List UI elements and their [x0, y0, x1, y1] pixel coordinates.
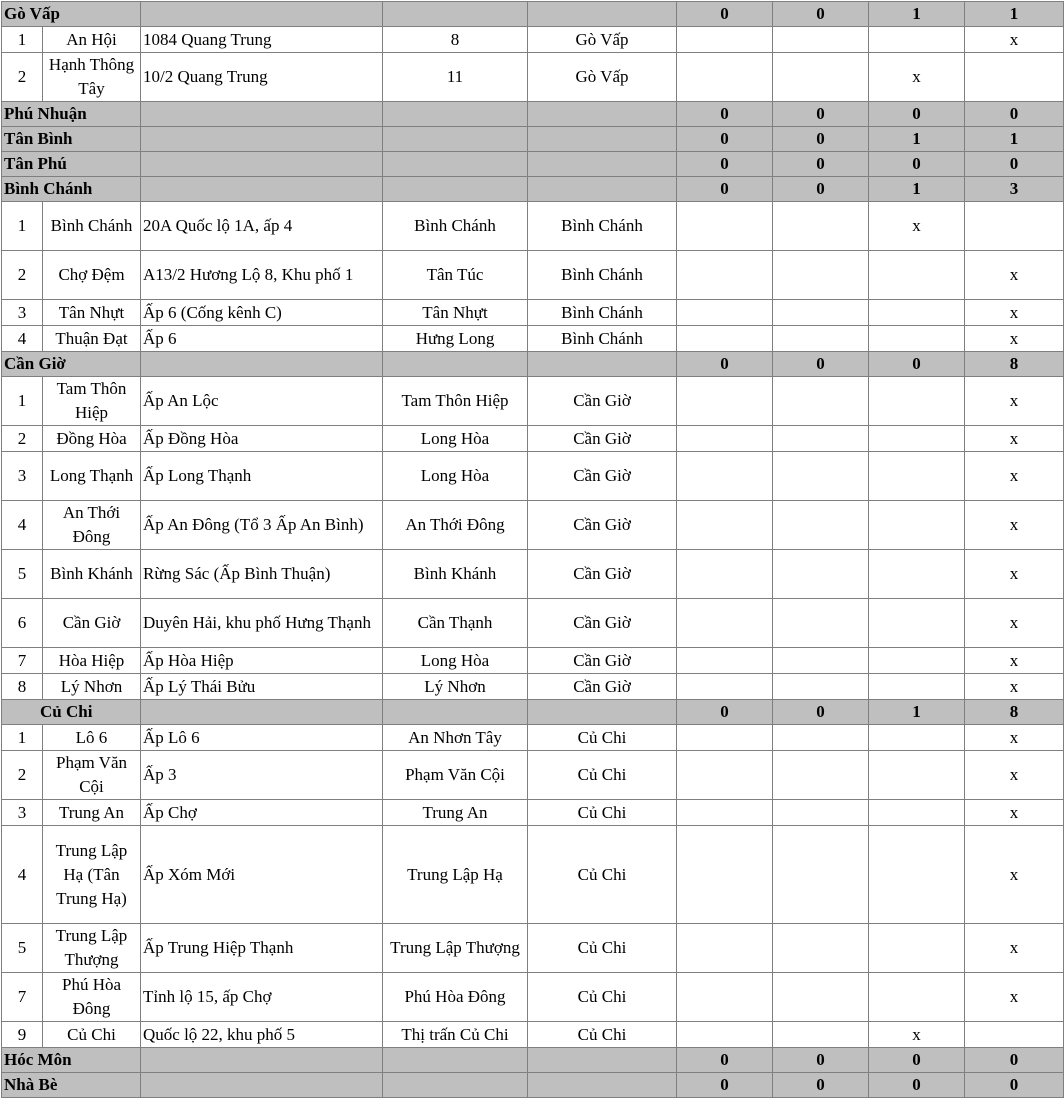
- row-number: 3: [2, 452, 43, 501]
- district-table: [1, 1, 1064, 1098]
- status-mark-cell: [869, 599, 965, 648]
- group-blank-cell: [528, 700, 677, 725]
- group-blank-cell: [528, 102, 677, 127]
- district-cell: Bình Chánh: [528, 326, 677, 352]
- status-mark-cell: [677, 53, 773, 102]
- status-mark-cell: x: [965, 826, 1064, 924]
- table-row: [2, 251, 1064, 300]
- group-count-cell: 1: [869, 700, 965, 725]
- group-count-cell: 0: [677, 102, 773, 127]
- ward-name: Tân Túc: [383, 251, 528, 300]
- row-number: 1: [2, 725, 43, 751]
- status-mark-cell: [773, 725, 869, 751]
- district-group-row: [2, 352, 1064, 377]
- row-number: 6: [2, 599, 43, 648]
- group-blank-cell: [141, 177, 383, 202]
- table-row: [2, 924, 1064, 973]
- status-mark-cell: [869, 751, 965, 800]
- status-mark-cell: [773, 599, 869, 648]
- status-mark-cell: x: [965, 300, 1064, 326]
- group-blank-cell: [383, 352, 528, 377]
- status-mark-cell: [869, 648, 965, 674]
- table-row: [2, 377, 1064, 426]
- district-cell: Gò Vấp: [528, 53, 677, 102]
- site-name: Bình Chánh: [43, 202, 141, 251]
- status-mark-cell: x: [965, 326, 1064, 352]
- site-address: 10/2 Quang Trung: [141, 53, 383, 102]
- site-address: Ấp An Lộc: [141, 377, 383, 426]
- district-group-row: [2, 1073, 1064, 1098]
- status-mark-cell: x: [965, 501, 1064, 550]
- status-mark-cell: x: [965, 973, 1064, 1022]
- status-mark-cell: [869, 251, 965, 300]
- row-number: 3: [2, 800, 43, 826]
- status-mark-cell: [773, 202, 869, 251]
- status-mark-cell: [677, 725, 773, 751]
- group-blank-cell: [383, 1073, 528, 1098]
- table-row: [2, 725, 1064, 751]
- district-cell: Củ Chi: [528, 800, 677, 826]
- ward-name: An Thới Đông: [383, 501, 528, 550]
- group-count-cell: 0: [773, 1048, 869, 1073]
- row-number: 5: [2, 924, 43, 973]
- group-blank-cell: [383, 152, 528, 177]
- district-name: Tân Phú: [2, 152, 141, 177]
- group-count-cell: 0: [773, 152, 869, 177]
- status-mark-cell: [869, 501, 965, 550]
- status-mark-cell: x: [965, 452, 1064, 501]
- row-number: 8: [2, 674, 43, 700]
- site-name: Tam Thôn Hiệp: [43, 377, 141, 426]
- district-cell: Cần Giờ: [528, 674, 677, 700]
- status-mark-cell: x: [965, 648, 1064, 674]
- district-cell: Gò Vấp: [528, 27, 677, 53]
- group-count-cell: 0: [773, 177, 869, 202]
- status-mark-cell: [773, 53, 869, 102]
- table-row: [2, 751, 1064, 800]
- district-group-row: [2, 700, 1064, 725]
- district-name: Nhà Bè: [2, 1073, 141, 1098]
- site-address: Rừng Sác (Ấp Bình Thuận): [141, 550, 383, 599]
- group-count-cell: 0: [677, 152, 773, 177]
- group-blank-cell: [528, 127, 677, 152]
- status-mark-cell: x: [965, 550, 1064, 599]
- district-group-row: [2, 152, 1064, 177]
- group-count-cell: 0: [677, 1073, 773, 1098]
- group-count-cell: 0: [869, 352, 965, 377]
- status-mark-cell: [677, 377, 773, 426]
- status-mark-cell: [677, 202, 773, 251]
- district-cell: Bình Chánh: [528, 300, 677, 326]
- site-address: Tỉnh lộ 15, ấp Chợ: [141, 973, 383, 1022]
- site-name: Củ Chi: [43, 1022, 141, 1048]
- district-group-row: [2, 102, 1064, 127]
- ward-name: Long Hòa: [383, 648, 528, 674]
- group-count-cell: 0: [677, 700, 773, 725]
- ward-name: Tam Thôn Hiệp: [383, 377, 528, 426]
- status-mark-cell: [677, 426, 773, 452]
- group-count-cell: 3: [965, 177, 1064, 202]
- ward-name: Cần Thạnh: [383, 599, 528, 648]
- status-mark-cell: [869, 725, 965, 751]
- ward-name: Trung An: [383, 800, 528, 826]
- site-name: Bình Khánh: [43, 550, 141, 599]
- status-mark-cell: [773, 674, 869, 700]
- row-number: 1: [2, 27, 43, 53]
- district-name: Gò Vấp: [2, 2, 141, 27]
- group-count-cell: 0: [869, 1048, 965, 1073]
- group-count-cell: 0: [677, 2, 773, 27]
- table-row: [2, 973, 1064, 1022]
- status-mark-cell: x: [965, 27, 1064, 53]
- group-blank-cell: [141, 352, 383, 377]
- site-name: Lô 6: [43, 725, 141, 751]
- row-number: 7: [2, 648, 43, 674]
- site-address: Ấp 3: [141, 751, 383, 800]
- ward-name: Tân Nhựt: [383, 300, 528, 326]
- status-mark-cell: [677, 674, 773, 700]
- group-count-cell: 0: [773, 352, 869, 377]
- status-mark-cell: [869, 924, 965, 973]
- table-row: [2, 648, 1064, 674]
- group-count-cell: 0: [773, 700, 869, 725]
- row-number: 2: [2, 751, 43, 800]
- site-name: An Thới Đông: [43, 501, 141, 550]
- ward-name: 11: [383, 53, 528, 102]
- group-count-cell: 0: [677, 127, 773, 152]
- site-name: Trung Lập Hạ (Tân Trung Hạ): [43, 826, 141, 924]
- district-cell: Cần Giờ: [528, 599, 677, 648]
- ward-name: Bình Khánh: [383, 550, 528, 599]
- district-cell: Cần Giờ: [528, 648, 677, 674]
- status-mark-cell: [773, 326, 869, 352]
- group-blank-cell: [141, 127, 383, 152]
- site-address: Ấp Chợ: [141, 800, 383, 826]
- status-mark-cell: x: [965, 924, 1064, 973]
- ward-name: Bình Chánh: [383, 202, 528, 251]
- site-address: Ấp 6 (Cống kênh C): [141, 300, 383, 326]
- table-row: [2, 826, 1064, 924]
- district-name: Tân Bình: [2, 127, 141, 152]
- status-mark-cell: x: [965, 599, 1064, 648]
- status-mark-cell: [677, 550, 773, 599]
- group-blank-cell: [383, 700, 528, 725]
- status-mark-cell: [677, 751, 773, 800]
- status-mark-cell: [773, 924, 869, 973]
- group-count-cell: 1: [869, 127, 965, 152]
- site-name: Tân Nhựt: [43, 300, 141, 326]
- status-mark-cell: [773, 501, 869, 550]
- status-mark-cell: [677, 924, 773, 973]
- site-name: An Hội: [43, 27, 141, 53]
- ward-name: Long Hòa: [383, 426, 528, 452]
- group-blank-cell: [141, 152, 383, 177]
- status-mark-cell: [773, 300, 869, 326]
- row-number: 4: [2, 326, 43, 352]
- status-mark-cell: [869, 550, 965, 599]
- group-blank-cell: [141, 1073, 383, 1098]
- site-name: Trung Lập Thượng: [43, 924, 141, 973]
- group-count-cell: 0: [965, 152, 1064, 177]
- district-group-row: [2, 1048, 1064, 1073]
- table-row: [2, 53, 1064, 102]
- table-row: [2, 1022, 1064, 1048]
- status-mark-cell: [869, 326, 965, 352]
- site-name: Long Thạnh: [43, 452, 141, 501]
- group-blank-cell: [141, 2, 383, 27]
- table-row: [2, 550, 1064, 599]
- site-address: Ấp Long Thạnh: [141, 452, 383, 501]
- status-mark-cell: [677, 501, 773, 550]
- group-blank-cell: [528, 352, 677, 377]
- table-row: [2, 452, 1064, 501]
- status-mark-cell: x: [869, 202, 965, 251]
- district-cell: Củ Chi: [528, 826, 677, 924]
- group-count-cell: 1: [965, 127, 1064, 152]
- district-name: Củ Chi: [2, 700, 141, 725]
- status-mark-cell: [773, 452, 869, 501]
- site-address: Quốc lộ 22, khu phố 5: [141, 1022, 383, 1048]
- status-mark-cell: [965, 53, 1064, 102]
- group-blank-cell: [528, 1073, 677, 1098]
- status-mark-cell: x: [965, 674, 1064, 700]
- site-address: Ấp Lô 6: [141, 725, 383, 751]
- status-mark-cell: [773, 27, 869, 53]
- group-blank-cell: [528, 1048, 677, 1073]
- group-count-cell: 0: [965, 1073, 1064, 1098]
- status-mark-cell: x: [869, 1022, 965, 1048]
- table-row: [2, 674, 1064, 700]
- site-name: Phú Hòa Đông: [43, 973, 141, 1022]
- status-mark-cell: [677, 599, 773, 648]
- row-number: 1: [2, 377, 43, 426]
- group-count-cell: 8: [965, 700, 1064, 725]
- status-mark-cell: x: [965, 725, 1064, 751]
- group-count-cell: 0: [965, 102, 1064, 127]
- group-count-cell: 0: [773, 2, 869, 27]
- row-number: 2: [2, 426, 43, 452]
- table-row: [2, 599, 1064, 648]
- row-number: 2: [2, 251, 43, 300]
- site-address: Ấp Đồng Hòa: [141, 426, 383, 452]
- row-number: 5: [2, 550, 43, 599]
- district-cell: Củ Chi: [528, 725, 677, 751]
- site-name: Thuận Đạt: [43, 326, 141, 352]
- status-mark-cell: x: [965, 751, 1064, 800]
- ward-name: Thị trấn Củ Chi: [383, 1022, 528, 1048]
- status-mark-cell: [773, 800, 869, 826]
- status-mark-cell: [965, 202, 1064, 251]
- site-address: Duyên Hải, khu phố Hưng Thạnh: [141, 599, 383, 648]
- status-mark-cell: [869, 377, 965, 426]
- status-mark-cell: x: [965, 377, 1064, 426]
- district-name: Bình Chánh: [2, 177, 141, 202]
- row-number: 7: [2, 973, 43, 1022]
- group-count-cell: 1: [869, 2, 965, 27]
- group-blank-cell: [528, 177, 677, 202]
- row-number: 2: [2, 53, 43, 102]
- district-name: Cần Giờ: [2, 352, 141, 377]
- status-mark-cell: [869, 452, 965, 501]
- ward-name: Long Hòa: [383, 452, 528, 501]
- row-number: 1: [2, 202, 43, 251]
- status-mark-cell: [869, 800, 965, 826]
- group-count-cell: 0: [677, 352, 773, 377]
- status-mark-cell: [677, 648, 773, 674]
- group-blank-cell: [141, 700, 383, 725]
- table-row: [2, 426, 1064, 452]
- group-count-cell: 0: [869, 1073, 965, 1098]
- status-mark-cell: [677, 326, 773, 352]
- status-mark-cell: [773, 377, 869, 426]
- status-mark-cell: x: [965, 251, 1064, 300]
- group-blank-cell: [383, 102, 528, 127]
- group-blank-cell: [141, 1048, 383, 1073]
- ward-name: Trung Lập Hạ: [383, 826, 528, 924]
- group-blank-cell: [528, 2, 677, 27]
- site-name: Phạm Văn Cội: [43, 751, 141, 800]
- status-mark-cell: [677, 452, 773, 501]
- ward-name: Hưng Long: [383, 326, 528, 352]
- site-address: Ấp Hòa Hiệp: [141, 648, 383, 674]
- table-row: [2, 326, 1064, 352]
- district-cell: Cần Giờ: [528, 550, 677, 599]
- site-address: Ấp Trung Hiệp Thạnh: [141, 924, 383, 973]
- group-blank-cell: [383, 2, 528, 27]
- district-name: Phú Nhuận: [2, 102, 141, 127]
- table-row: [2, 501, 1064, 550]
- group-count-cell: 8: [965, 352, 1064, 377]
- status-mark-cell: [869, 674, 965, 700]
- group-count-cell: 0: [677, 1048, 773, 1073]
- site-address: Ấp Lý Thái Bửu: [141, 674, 383, 700]
- site-name: Lý Nhơn: [43, 674, 141, 700]
- status-mark-cell: x: [869, 53, 965, 102]
- status-mark-cell: [677, 27, 773, 53]
- group-count-cell: 1: [965, 2, 1064, 27]
- status-mark-cell: [677, 1022, 773, 1048]
- district-cell: Củ Chi: [528, 1022, 677, 1048]
- district-cell: Củ Chi: [528, 751, 677, 800]
- site-address: 20A Quốc lộ 1A, ấp 4: [141, 202, 383, 251]
- table-row: [2, 27, 1064, 53]
- site-address: A13/2 Hương Lộ 8, Khu phố 1: [141, 251, 383, 300]
- status-mark-cell: [869, 27, 965, 53]
- group-count-cell: 0: [869, 152, 965, 177]
- district-name: Hóc Môn: [2, 1048, 141, 1073]
- table-row: [2, 202, 1064, 251]
- row-number: 4: [2, 501, 43, 550]
- group-blank-cell: [383, 1048, 528, 1073]
- ward-name: Phú Hòa Đông: [383, 973, 528, 1022]
- table-row: [2, 300, 1064, 326]
- group-count-cell: 0: [965, 1048, 1064, 1073]
- status-mark-cell: [677, 973, 773, 1022]
- district-cell: Bình Chánh: [528, 202, 677, 251]
- district-cell: Cần Giờ: [528, 501, 677, 550]
- site-name: Cần Giờ: [43, 599, 141, 648]
- ward-name: An Nhơn Tây: [383, 725, 528, 751]
- site-address: Ấp An Đông (Tổ 3 Ấp An Bình): [141, 501, 383, 550]
- district-cell: Củ Chi: [528, 973, 677, 1022]
- district-group-row: [2, 2, 1064, 27]
- status-mark-cell: x: [965, 426, 1064, 452]
- district-group-row: [2, 177, 1064, 202]
- ward-name: Trung Lập Thượng: [383, 924, 528, 973]
- group-count-cell: 0: [677, 177, 773, 202]
- status-mark-cell: [773, 648, 869, 674]
- site-name: Chợ Đệm: [43, 251, 141, 300]
- district-cell: Củ Chi: [528, 924, 677, 973]
- status-mark-cell: [773, 426, 869, 452]
- ward-name: 8: [383, 27, 528, 53]
- district-group-row: [2, 127, 1064, 152]
- status-mark-cell: [677, 300, 773, 326]
- site-address: Ấp Xóm Mới: [141, 826, 383, 924]
- row-number: 9: [2, 1022, 43, 1048]
- site-name: Trung An: [43, 800, 141, 826]
- group-count-cell: 0: [869, 102, 965, 127]
- site-name: Đồng Hòa: [43, 426, 141, 452]
- status-mark-cell: [869, 300, 965, 326]
- site-address: Ấp 6: [141, 326, 383, 352]
- status-mark-cell: x: [965, 800, 1064, 826]
- district-cell: Cần Giờ: [528, 426, 677, 452]
- site-address: 1084 Quang Trung: [141, 27, 383, 53]
- site-name: Hòa Hiệp: [43, 648, 141, 674]
- status-mark-cell: [773, 550, 869, 599]
- status-mark-cell: [773, 251, 869, 300]
- ward-name: Lý Nhơn: [383, 674, 528, 700]
- ward-name: Phạm Văn Cội: [383, 751, 528, 800]
- district-cell: Cần Giờ: [528, 452, 677, 501]
- status-mark-cell: [773, 1022, 869, 1048]
- group-count-cell: 0: [773, 102, 869, 127]
- group-blank-cell: [383, 127, 528, 152]
- status-mark-cell: [773, 751, 869, 800]
- status-mark-cell: [869, 426, 965, 452]
- group-count-cell: 0: [773, 127, 869, 152]
- district-cell: Cần Giờ: [528, 377, 677, 426]
- status-mark-cell: [869, 826, 965, 924]
- group-count-cell: 0: [773, 1073, 869, 1098]
- status-mark-cell: [773, 826, 869, 924]
- table-row: [2, 800, 1064, 826]
- table-body: [2, 2, 1064, 1098]
- status-mark-cell: [677, 251, 773, 300]
- district-cell: Bình Chánh: [528, 251, 677, 300]
- row-number: 3: [2, 300, 43, 326]
- status-mark-cell: [677, 800, 773, 826]
- status-mark-cell: [773, 973, 869, 1022]
- group-blank-cell: [528, 152, 677, 177]
- status-mark-cell: [965, 1022, 1064, 1048]
- group-blank-cell: [383, 177, 528, 202]
- group-count-cell: 1: [869, 177, 965, 202]
- row-number: 4: [2, 826, 43, 924]
- group-blank-cell: [141, 102, 383, 127]
- status-mark-cell: [869, 973, 965, 1022]
- status-mark-cell: [677, 826, 773, 924]
- site-name: Hạnh Thông Tây: [43, 53, 141, 102]
